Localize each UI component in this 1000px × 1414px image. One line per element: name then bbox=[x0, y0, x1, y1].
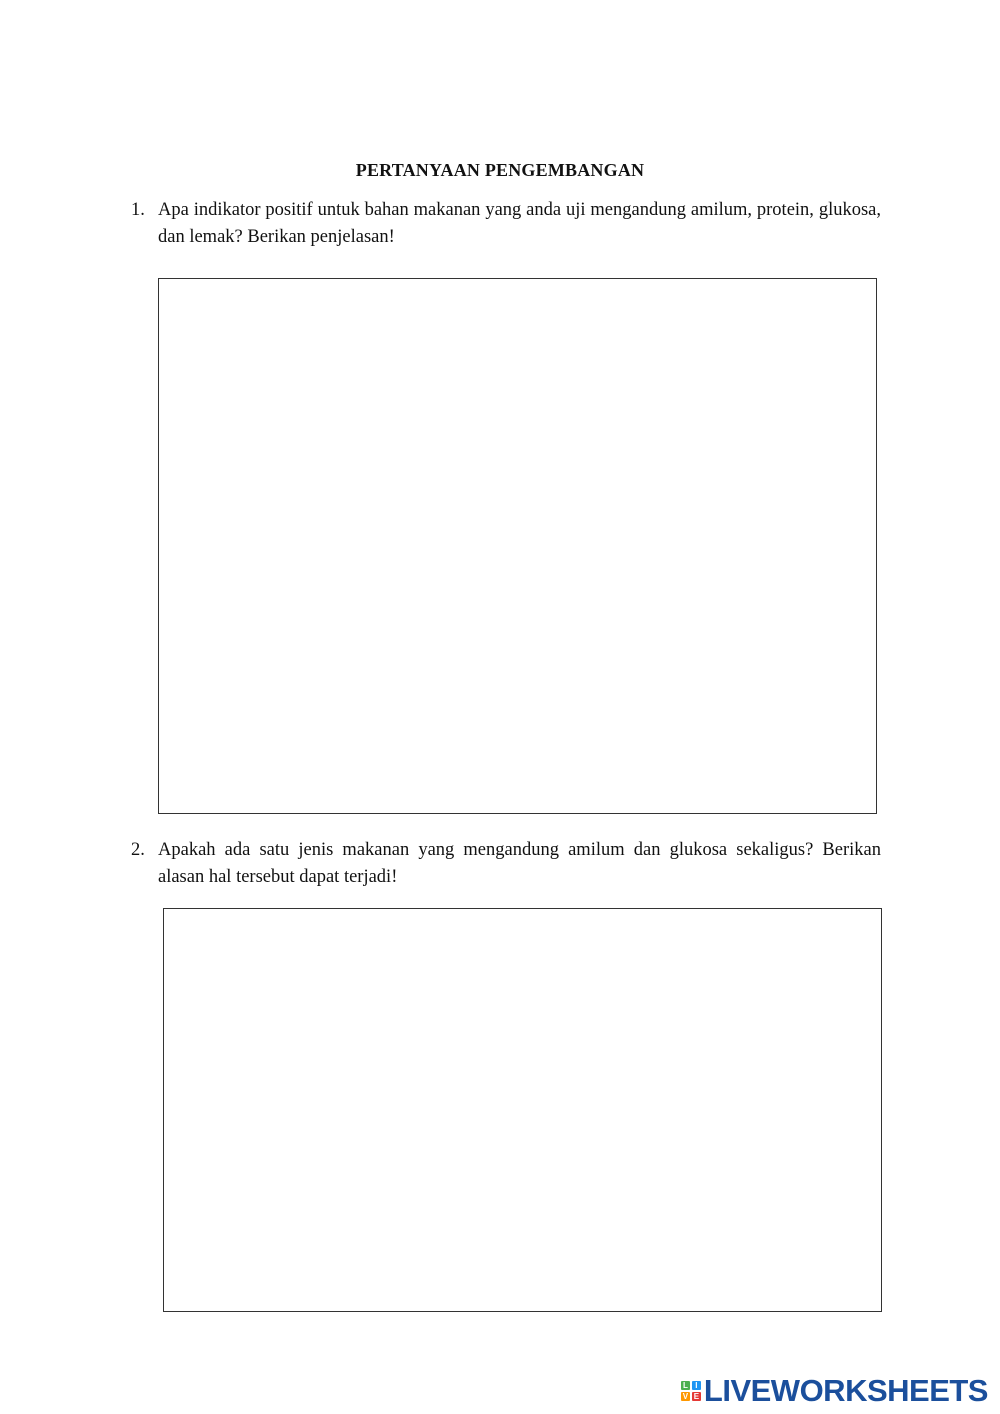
question-1-text: Apa indikator positif untuk bahan makanan yang anda uji mengandung amilum, protein, glukosa, dan lemak? Berikan penjelasan! bbox=[158, 200, 881, 247]
question-2-number: 2. bbox=[131, 840, 145, 860]
liveworksheets-logo bbox=[681, 1374, 988, 1408]
question-1 bbox=[131, 197, 881, 251]
logo-letter-l: L bbox=[681, 1381, 690, 1390]
logo-letter-v: V bbox=[682, 1392, 689, 1401]
worksheet-title: PERTANYAAN PENGEMBANGAN bbox=[355, 160, 645, 180]
question-2-text: Apakah ada satu jenis makanan yang mengandung amilum dan glukosa sekaligus? Berikan alasan hal tersebut dapat terjadi! bbox=[158, 840, 881, 887]
question-2 bbox=[131, 837, 881, 891]
logo-letter-e: E bbox=[693, 1392, 700, 1401]
question-1-number: 1. bbox=[131, 200, 145, 220]
answer-box-2[interactable] bbox=[163, 908, 882, 1312]
logo-letter-i: I bbox=[692, 1381, 701, 1390]
answer-box-1[interactable] bbox=[158, 278, 877, 814]
liveworksheets-icon bbox=[681, 1381, 701, 1401]
liveworksheets-wordmark: LIVEWORKSHEETS bbox=[703, 1373, 988, 1408]
